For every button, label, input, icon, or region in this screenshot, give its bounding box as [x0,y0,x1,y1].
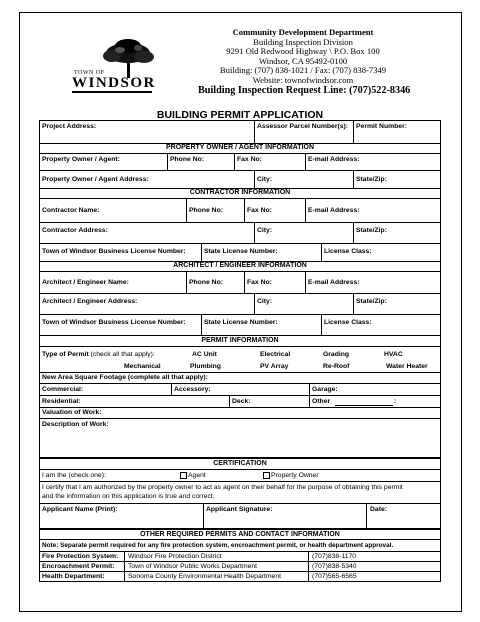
contractor-address-label: Contractor Address: [42,227,108,234]
encroachment-phone: (707)838-5340 [312,563,357,570]
dept-name: Community Development Department [232,27,374,37]
logo-underline [72,91,152,93]
architect-class-label: License Class: [324,319,372,326]
description-label: Description of Work: [42,421,109,428]
applicant-name-label: Applicant Name (Print): [42,506,118,513]
other-colon: : [394,398,397,405]
request-line: Building Inspection Request Line: (707)522-8346 [198,85,411,96]
commercial-label: Commercial: [42,386,84,393]
address-line-1: 9291 Old Redwood Highway \ P.O. Box 100 [226,46,380,57]
type-of-permit-label: Type of Permit (check all that apply): [42,351,155,358]
owner-section-header: PROPERTY OWNER / AGENT INFORMATION [165,144,315,151]
certification-statement-1: I certify that I am authorized by the property owner to act as agent on their behalf for the purpose of obtaining this permit [42,484,403,491]
architect-state-license-label: State License Number: [204,319,278,326]
permit-type-water-heater[interactable]: Water Heater [386,363,428,370]
contractor-fax-label: Fax No: [247,207,272,214]
contractor-email-label: E-mail Address: [308,207,360,214]
form-title: BUILDING PERMIT APPLICATION [156,109,324,121]
accessory-label: Accessory: [174,386,211,393]
property-owner-checkbox[interactable] [263,472,270,479]
sqft-label: New Area Square Footage (complete all that apply): [42,374,208,381]
i-am-label: I am the (check one): [42,472,106,479]
fire-protection-label: Fire Protection System: [42,553,119,560]
architect-email-label: E-mail Address: [308,279,360,286]
date-label: Date: [370,506,387,513]
website-line: Website: townofwindsor.com [252,74,354,85]
address-line-2: Windsor, CA 95492-0100 [258,55,348,66]
architect-phone-label: Phone No: [189,279,223,286]
certification-section-header: CERTIFICATION [213,460,267,467]
contractor-name-label: Contractor Name: [42,207,100,214]
architect-fax-label: Fax No: [247,279,272,286]
division-name: Building Inspection Division [253,36,353,47]
property-owner-label: Property Owner [271,472,319,479]
other-blank[interactable] [335,405,393,406]
owner-city-label: City: [257,176,273,183]
agent-checkbox[interactable] [180,472,187,479]
contractor-section-header: CONTRACTOR INFORMATION [189,189,291,196]
contractor-city-label: City: [257,227,273,234]
owner-email-label: E-mail Address: [308,156,360,163]
permit-number-label: Permit Number: [356,123,407,130]
architect-state-label: State/Zip: [356,298,387,305]
apn-label: Assessor Parcel Number(s): [257,123,349,130]
applicant-signature-label: Applicant Signature: [206,506,273,513]
health-department-label: Health Department: [42,573,105,580]
health-department-agency: Sonoma County Environmental Health Department [128,573,282,580]
other-permits-section-header: OTHER REQUIRED PERMITS AND CONTACT INFORMATION [140,531,340,538]
architect-name-label: Architect / Engineer Name: [42,279,129,286]
fire-protection-agency: Windsor Fire Protection District [128,553,222,560]
garage-label: Garage: [312,386,338,393]
owner-phone-label: Phone No: [170,156,204,163]
owner-fax-label: Fax No: [237,156,262,163]
other-label: Other [312,398,331,405]
permit-type-plumbing[interactable]: Plumbing [190,363,221,370]
architect-license-label: Town of Windsor Business License Number: [42,319,186,326]
permit-type-pv-array[interactable]: PV Array [260,363,289,370]
architect-section-header: ARCHITECT / ENGINEER INFORMATION [173,262,307,269]
logo-windsor: WINDSOR [72,75,156,91]
contractor-state-license-label: State License Number: [204,248,278,255]
encroachment-agency: Town of Windsor Public Works Department [128,563,258,570]
contractor-license-label: Town of Windsor Business License Number: [42,248,186,255]
tree-logo-icon [98,38,158,78]
phone-line: Building: (707) 838-1021 / Fax: (707) 838-7349 [219,65,387,76]
permit-type-electrical[interactable]: Electrical [260,351,291,358]
project-address-label: Project Address: [42,123,97,130]
owner-state-label: State/Zip: [356,176,387,183]
permit-type-grading[interactable]: Grading [323,351,350,358]
valuation-label: Valuation of Work: [42,409,102,416]
residential-label: Residential: [42,398,81,405]
other-permits-note: Note: Separate permit required for any fire protection system, encroachment permit, or health department approval. [42,542,394,549]
agent-label: Agent [188,472,206,479]
deck-label: Deck: [232,398,251,405]
contractor-phone-label: Phone No: [189,207,223,214]
owner-address-label: Property Owner / Agent Address: [42,176,149,183]
permit-type-hvac[interactable]: HVAC [384,351,403,358]
owner-name-label: Property Owner / Agent: [42,156,120,163]
logo-town-of: TOWN OF [74,70,105,76]
permit-section-header: PERMIT INFORMATION [201,337,279,344]
contractor-class-label: License Class: [324,248,372,255]
architect-address-label: Architect / Engineer Address: [42,298,138,305]
permit-type-ac-unit[interactable]: AC Unit [192,351,217,358]
certification-statement-2: and the information on this application is true and correct. [42,493,215,500]
architect-city-label: City: [257,298,273,305]
encroachment-label: Encroachment Permit: [42,563,115,570]
contractor-state-label: State/Zip: [356,227,387,234]
fire-protection-phone: (707)838-1170 [312,553,357,560]
permit-type-re-roof[interactable]: Re-Roof [323,363,350,370]
health-department-phone: (707)565-6565 [312,573,357,580]
permit-type-mechanical[interactable]: Mechanical [124,363,161,370]
